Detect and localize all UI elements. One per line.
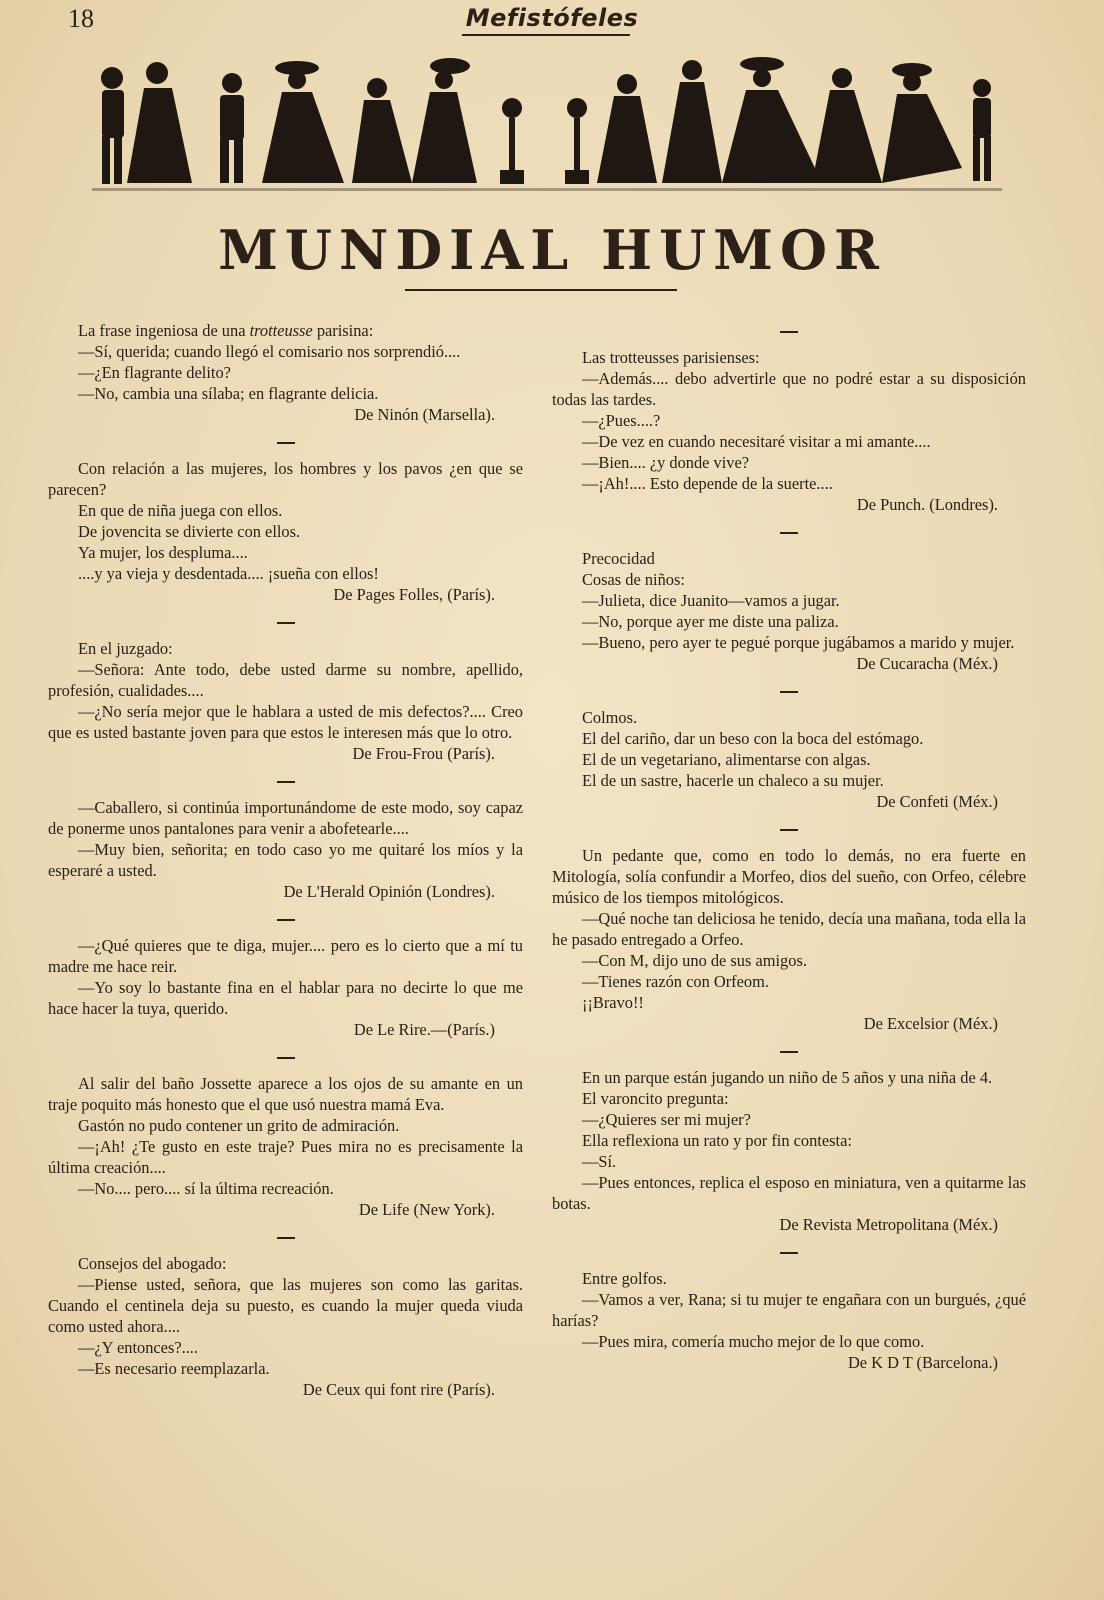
- magazine-name: Mefistófeles: [465, 4, 639, 32]
- joke-line: —Muy bien, señorita; en todo caso yo me quitaré los míos y la esperaré a usted.: [48, 840, 523, 880]
- joke-line: ¡¡Bravo!!: [582, 993, 644, 1012]
- separator: [48, 1226, 523, 1247]
- joke-line: —No.... pero.... sí la última recreación.: [78, 1179, 334, 1198]
- title-rule: [405, 289, 677, 291]
- joke-line: —Piense usted, señora, que las mujeres son como las garitas. Cuando el centinela deja su puesto, es cuando la mujer queda viuda como usted ahora....: [48, 1275, 523, 1336]
- separator: [552, 320, 1026, 341]
- page-number: 18: [68, 4, 94, 33]
- separator: [552, 818, 1026, 839]
- joke-source: De Frou-Frou (París).: [352, 744, 495, 763]
- joke-line: —Sí.: [582, 1152, 617, 1171]
- joke-source: De Pages Folles, (París).: [333, 585, 495, 604]
- page-title: MUNDIAL HUMOR: [218, 218, 886, 282]
- joke-line: —Caballero, si continúa importunándome de este modo, soy capaz de ponerme unos pantalones para venir a abofetearle....: [48, 798, 523, 838]
- joke-line: En el juzgado:: [78, 639, 173, 658]
- joke-line: —Pues mira, comería mucho mejor de lo que como.: [582, 1332, 925, 1351]
- joke-source: De K D T (Barcelona.): [847, 1353, 998, 1372]
- joke-line: —¿Quieres ser mi mujer?: [582, 1110, 751, 1129]
- joke-source: De Cucaracha (Méx.): [856, 654, 998, 673]
- separator: [48, 431, 523, 452]
- joke-line: Consejos del abogado:: [78, 1254, 227, 1273]
- separator: [48, 1046, 523, 1067]
- joke-source: De Le Rire.—(París.): [353, 1020, 495, 1039]
- joke-line: —¡Ah!.... Esto depende de la suerte....: [582, 474, 833, 493]
- joke-line: —¿Y entonces?....: [78, 1338, 199, 1357]
- joke-line: —¿En flagrante delito?: [78, 363, 231, 382]
- joke-line: —Yo soy lo bastante fina en el hablar para no decirte lo que me hace hacer la tuya, querido.: [48, 978, 523, 1018]
- joke-line: El del cariño, dar un beso con la boca del estómago.: [582, 729, 924, 748]
- joke-line: Ella reflexiona un rato y por fin contesta:: [582, 1131, 852, 1150]
- header-rule: [462, 34, 630, 36]
- joke-line: —Con M, dijo uno de sus amigos.: [582, 951, 807, 970]
- joke-line: —Qué noche tan deliciosa he tenido, decía una mañana, toda ella la he pasado entregado a Orfeo.: [552, 909, 1026, 949]
- joke-line: Precocidad: [582, 549, 655, 568]
- joke-line: —¡Ah! ¿Te gusto en este traje? Pues mira no es precisamente la última creación....: [48, 1137, 523, 1177]
- right-column: [552, 320, 1026, 1373]
- joke-line: En que de niña juega con ellos.: [78, 501, 283, 520]
- separator: [48, 908, 523, 929]
- separator: [552, 680, 1026, 701]
- joke-line: Al salir del baño Jossette aparece a los ojos de su amante en un traje poquito más honesto que el que usó nuestra mamá Eva.: [48, 1074, 523, 1114]
- joke-line: —Julieta, dice Juanito—vamos a jugar.: [582, 591, 840, 610]
- joke-line: Las trotteusses parisienses:: [582, 348, 760, 367]
- joke-line: —Además.... debo advertirle que no podré estar a su disposición todas las tardes.: [552, 369, 1026, 409]
- joke-line: Con relación a las mujeres, los hombres y los pavos ¿en que se parecen?: [48, 459, 523, 499]
- joke-line: —Pues entonces, replica el esposo en miniatura, ven a quitarme las botas.: [552, 1173, 1026, 1213]
- joke-line: El varoncito pregunta:: [582, 1089, 729, 1108]
- joke-source: De L'Herald Opinión (Londres).: [283, 882, 495, 901]
- joke-source: De Ninón (Marsella).: [354, 405, 495, 424]
- joke-line: —Bueno, pero ayer te pegué porque jugábamos a marido y mujer.: [582, 633, 1015, 652]
- joke-line: —No, cambia una sílaba; en flagrante delicia.: [78, 384, 379, 403]
- joke-source: De Confeti (Méx.): [876, 792, 998, 811]
- joke-line: —Es necesario reemplazarla.: [78, 1359, 270, 1378]
- joke-line: —¿Qué quieres que te diga, mujer.... pero es lo cierto que a mí tu madre me hace reir.: [48, 936, 523, 976]
- joke-source: De Excelsior (Méx.): [863, 1014, 998, 1033]
- joke-line: Entre golfos.: [582, 1269, 667, 1288]
- joke-line: —¿Pues....?: [582, 411, 661, 430]
- joke-line: —Tienes razón con Orfeom.: [582, 972, 769, 991]
- separator: [48, 770, 523, 791]
- joke-line: —Señora: Ante todo, debe usted darme su nombre, apellido, profesión, cualidades....: [48, 660, 523, 700]
- joke-line: El de un vegetariano, alimentarse con algas.: [582, 750, 871, 769]
- joke-line: —De vez en cuando necesitaré visitar a mi amante....: [582, 432, 931, 451]
- separator: [552, 1241, 1026, 1262]
- joke-line: En un parque están jugando un niño de 5 años y una niña de 4.: [582, 1068, 993, 1087]
- joke-source: De Punch. (Londres).: [856, 495, 998, 514]
- joke-line: —Vamos a ver, Rana; si tu mujer te engañara con un burgués, ¿qué harías?: [552, 1290, 1026, 1330]
- left-column: [48, 320, 523, 1400]
- separator: [552, 521, 1026, 542]
- joke-line: Ya mujer, los despluma....: [78, 543, 248, 562]
- separator: [48, 611, 523, 632]
- joke-line: De jovencita se divierte con ellos.: [78, 522, 301, 541]
- joke-line: —¿No sería mejor que le hablara a usted de mis defectos?.... Creo que es usted bastante joven para que estos le interesen más que lo otro.: [48, 702, 523, 742]
- joke-line: —Bien.... ¿y donde vive?: [582, 453, 750, 472]
- joke-line: ....y ya vieja y desdentada.... ¡sueña con ellos!: [78, 564, 379, 583]
- joke-line: El de un sastre, hacerle un chaleco a su mujer.: [582, 771, 884, 790]
- joke-line: Gastón no pudo contener un grito de admiración.: [78, 1116, 400, 1135]
- joke-line: —Sí, querida; cuando llegó el comisario nos sorprendió....: [78, 342, 461, 361]
- joke-source: De Ceux qui font rire (París).: [302, 1380, 495, 1399]
- separator: [552, 1040, 1026, 1061]
- joke-line: La frase ingeniosa de una trotteusse parisina:: [78, 321, 374, 340]
- joke-source: De Revista Metropolitana (Méx.): [779, 1215, 998, 1234]
- joke-line: Cosas de niños:: [582, 570, 685, 589]
- joke-line: —No, porque ayer me diste una paliza.: [582, 612, 839, 631]
- dancing-silhouettes-banner: [82, 48, 1012, 198]
- joke-line: Un pedante que, como en todo lo demás, no era fuerte en Mitología, solía confundir a Morfeo, dios del sueño, con Orfeo, célebre músico de los tiempos mitológicos.: [552, 846, 1026, 907]
- joke-line: Colmos.: [582, 708, 638, 727]
- joke-source: De Life (New York).: [358, 1200, 495, 1219]
